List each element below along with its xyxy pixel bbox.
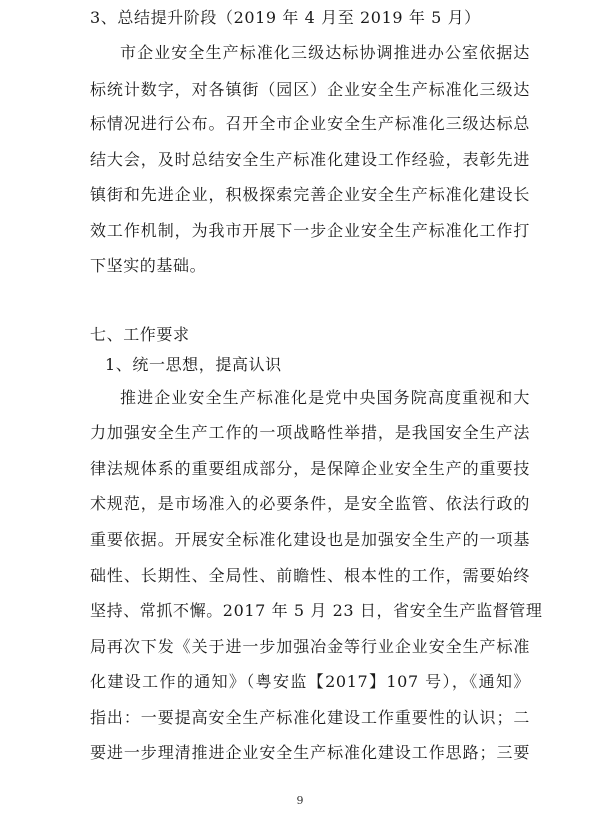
paragraph-line: 要进一步理清推进企业安全生产标准化建设工作思路；三要 — [90, 743, 530, 762]
paragraph-line: 结大会，及时总结安全生产标准化建设工作经验，表彰先进 — [90, 150, 530, 169]
paragraph-line: 律法规体系的重要组成部分，是保障企业安全生产的重要技 — [90, 459, 530, 478]
subheading-unify-thinking: 1、统一思想，提高认识 — [105, 355, 282, 374]
paragraph-line: 标统计数字，对各镇街（园区）企业安全生产标准化三级达 — [90, 80, 530, 99]
paragraph-line: 力加强安全生产工作的一项战略性举措，是我国安全生产法 — [90, 423, 530, 442]
paragraph-line: 标情况进行公布。召开全市企业安全生产标准化三级达标总 — [90, 114, 530, 133]
paragraph-line: 坚持、常抓不懈。2017 年 5 月 23 日，省安全生产监督管理 — [90, 601, 543, 620]
paragraph-line: 术规范，是市场准入的必要条件，是安全监管、依法行政的 — [90, 494, 530, 513]
page-number: 9 — [296, 794, 304, 807]
paragraph-line: 效工作机制，为我市开展下一步企业安全生产标准化工作打 — [90, 221, 530, 240]
section-heading-work-requirements: 七、工作要求 — [90, 325, 190, 344]
paragraph-line: 重要依据。开展安全标准化建设也是加强安全生产的一项基 — [90, 530, 530, 549]
paragraph-line: 化建设工作的通知》（粤安监【2017】107 号），《通知》 — [90, 672, 530, 691]
paragraph-line: 镇街和先进企业，积极探索完善企业安全生产标准化建设长 — [90, 185, 530, 204]
paragraph-line: 推进企业安全生产标准化是党中央国务院高度重视和大 — [120, 388, 530, 407]
paragraph-line: 市企业安全生产标准化三级达标协调推进办公室依据达 — [120, 43, 530, 62]
paragraph-line: 础性、长期性、全局性、前瞻性、根本性的工作，需要始终 — [90, 566, 530, 585]
paragraph-line: 下坚实的基础。 — [90, 256, 207, 275]
section-heading-summary-phase: 3、总结提升阶段（2019 年 4 月至 2019 年 5 月） — [90, 8, 481, 27]
paragraph-line: 局再次下发《关于进一步加强冶金等行业企业安全生产标准 — [90, 637, 530, 656]
paragraph-line: 指出：一要提高安全生产标准化建设工作重要性的认识；二 — [90, 708, 530, 727]
